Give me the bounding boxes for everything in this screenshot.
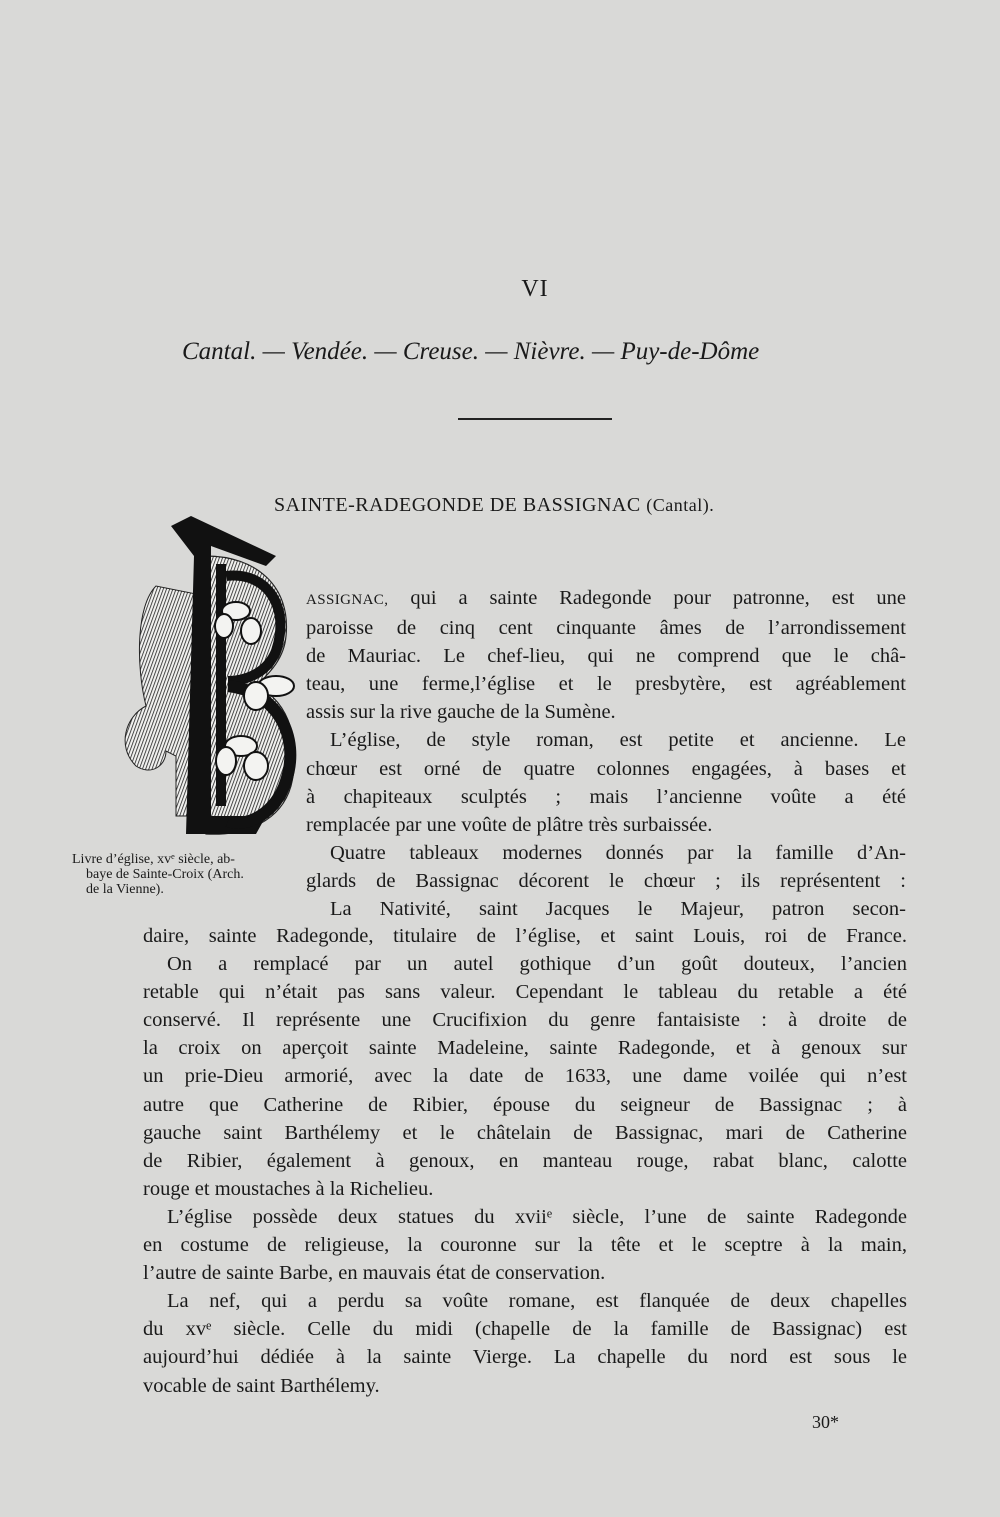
body-line: autre que Catherine de Ribier, épouse du seigneur de Bassignac ; à (143, 1093, 907, 1116)
subtitle-part: Nièvre. (513, 338, 586, 365)
body-line: daire, sainte Radegonde, titulaire de l’église, et saint Louis, roi de France. (143, 925, 907, 947)
body-line: la croix on aperçoit sainte Madeleine, sainte Radegonde, et à genoux sur (143, 1037, 907, 1060)
body-line: aujourd’hui dédiée à la sainte Vierge. La chapelle du nord est sous le (143, 1346, 907, 1369)
subtitle-part: Cantal. (182, 338, 257, 365)
body-line: Quatre tableaux modernes donnés par la famille d’An- (330, 841, 906, 864)
body-line: retable qui n’était pas sans valeur. Cependant le tableau du retable a été (143, 981, 907, 1004)
body-line: du xvᵉ siècle. Celle du midi (chapelle de la famille de Bassignac) est (143, 1318, 907, 1341)
subtitle-part: Creuse. (402, 338, 479, 365)
body-line: On a remplacé par un autel gothique d’un goût douteux, l’ancien (167, 953, 907, 976)
body-line: un prie-Dieu armorié, avec la date de 1633, une dame voilée qui n’est (143, 1065, 907, 1088)
body-line: à chapiteaux sculptés ; mais l’ancienne voûte a été (306, 785, 906, 808)
chapter-number: VI (521, 276, 549, 302)
body-line: vocable de saint Barthélemy. (143, 1374, 380, 1397)
body-line: La Nativité, saint Jacques le Majeur, patron secon- (330, 898, 906, 921)
subtitle-dash: — (485, 338, 508, 365)
body-line: l’autre de sainte Barbe, en mauvais état de conservation. (143, 1262, 606, 1285)
body-line: chœur est orné de quatre colonnes engagées, à bases et (306, 757, 906, 780)
chapter-subtitle (182, 338, 892, 366)
body-line: assis sur la rive gauche de la Sumène. (306, 701, 616, 724)
body-line: L’église, de style roman, est petite et ancienne. Le (330, 729, 906, 752)
caption-line: Livre d’église, xvᵉ siècle, ab- (72, 852, 235, 867)
subtitle-part: Puy-de-Dôme (620, 338, 760, 365)
subtitle-dash: — (374, 338, 397, 365)
body-line: conservé. Il représente une Crucifixion du genre fantaisiste : à droite de (143, 1009, 907, 1032)
divider-rule (458, 418, 612, 420)
body-line: teau, une ferme,l’église et le presbytère, est agréablement (306, 673, 906, 696)
subtitle-part: Vendée. (291, 338, 369, 365)
caption-line: de la Vienne). (86, 882, 164, 897)
section-region: (Cantal). (646, 495, 715, 515)
ornamented-initial-b-illustration (116, 516, 306, 846)
body-line: rouge et moustaches à la Richelieu. (143, 1177, 434, 1200)
body-text-narrow (306, 584, 906, 923)
caption-line: baye de Sainte-Croix (Arch. (86, 867, 244, 882)
body-line: La nef, qui a perdu sa voûte romane, est flanquée de deux chapelles (167, 1290, 907, 1313)
body-line: de Mauriac. Le chef-lieu, qui ne comprend que le châ- (306, 645, 906, 668)
illustration-caption (72, 852, 294, 897)
body-line: de Ribier, également à genoux, en manteau rouge, rabat blanc, calotte (143, 1149, 907, 1172)
body-text-full (143, 922, 907, 1400)
subtitle-dash: — (262, 338, 285, 365)
body-line: ASSIGNAC, qui a sainte Radegonde pour patronne, est une (306, 587, 906, 609)
section-title: SAINTE-RADEGONDE DE BASSIGNAC (274, 494, 641, 516)
body-line: remplacée par une voûte de plâtre très surbaissée. (306, 813, 713, 836)
lead-smallcaps: ASSIGNAC, (306, 592, 389, 608)
body-line: glards de Bassignac décorent le chœur ; ils représentent : (306, 869, 906, 892)
body-line: paroisse de cinq cent cinquante âmes de l’arrondissement (306, 617, 906, 640)
body-line: en costume de religieuse, la couronne sur la tête et le sceptre à la main, (143, 1234, 907, 1257)
body-line: gauche saint Barthélemy et le châtelain de Bassignac, mari de Catherine (143, 1121, 907, 1144)
section-heading (274, 494, 814, 517)
body-line: L’église possède deux statues du xviiᵉ siècle, l’une de sainte Radegonde (167, 1205, 907, 1228)
page-folio: 30* (812, 1412, 839, 1432)
subtitle-dash: — (591, 338, 615, 365)
